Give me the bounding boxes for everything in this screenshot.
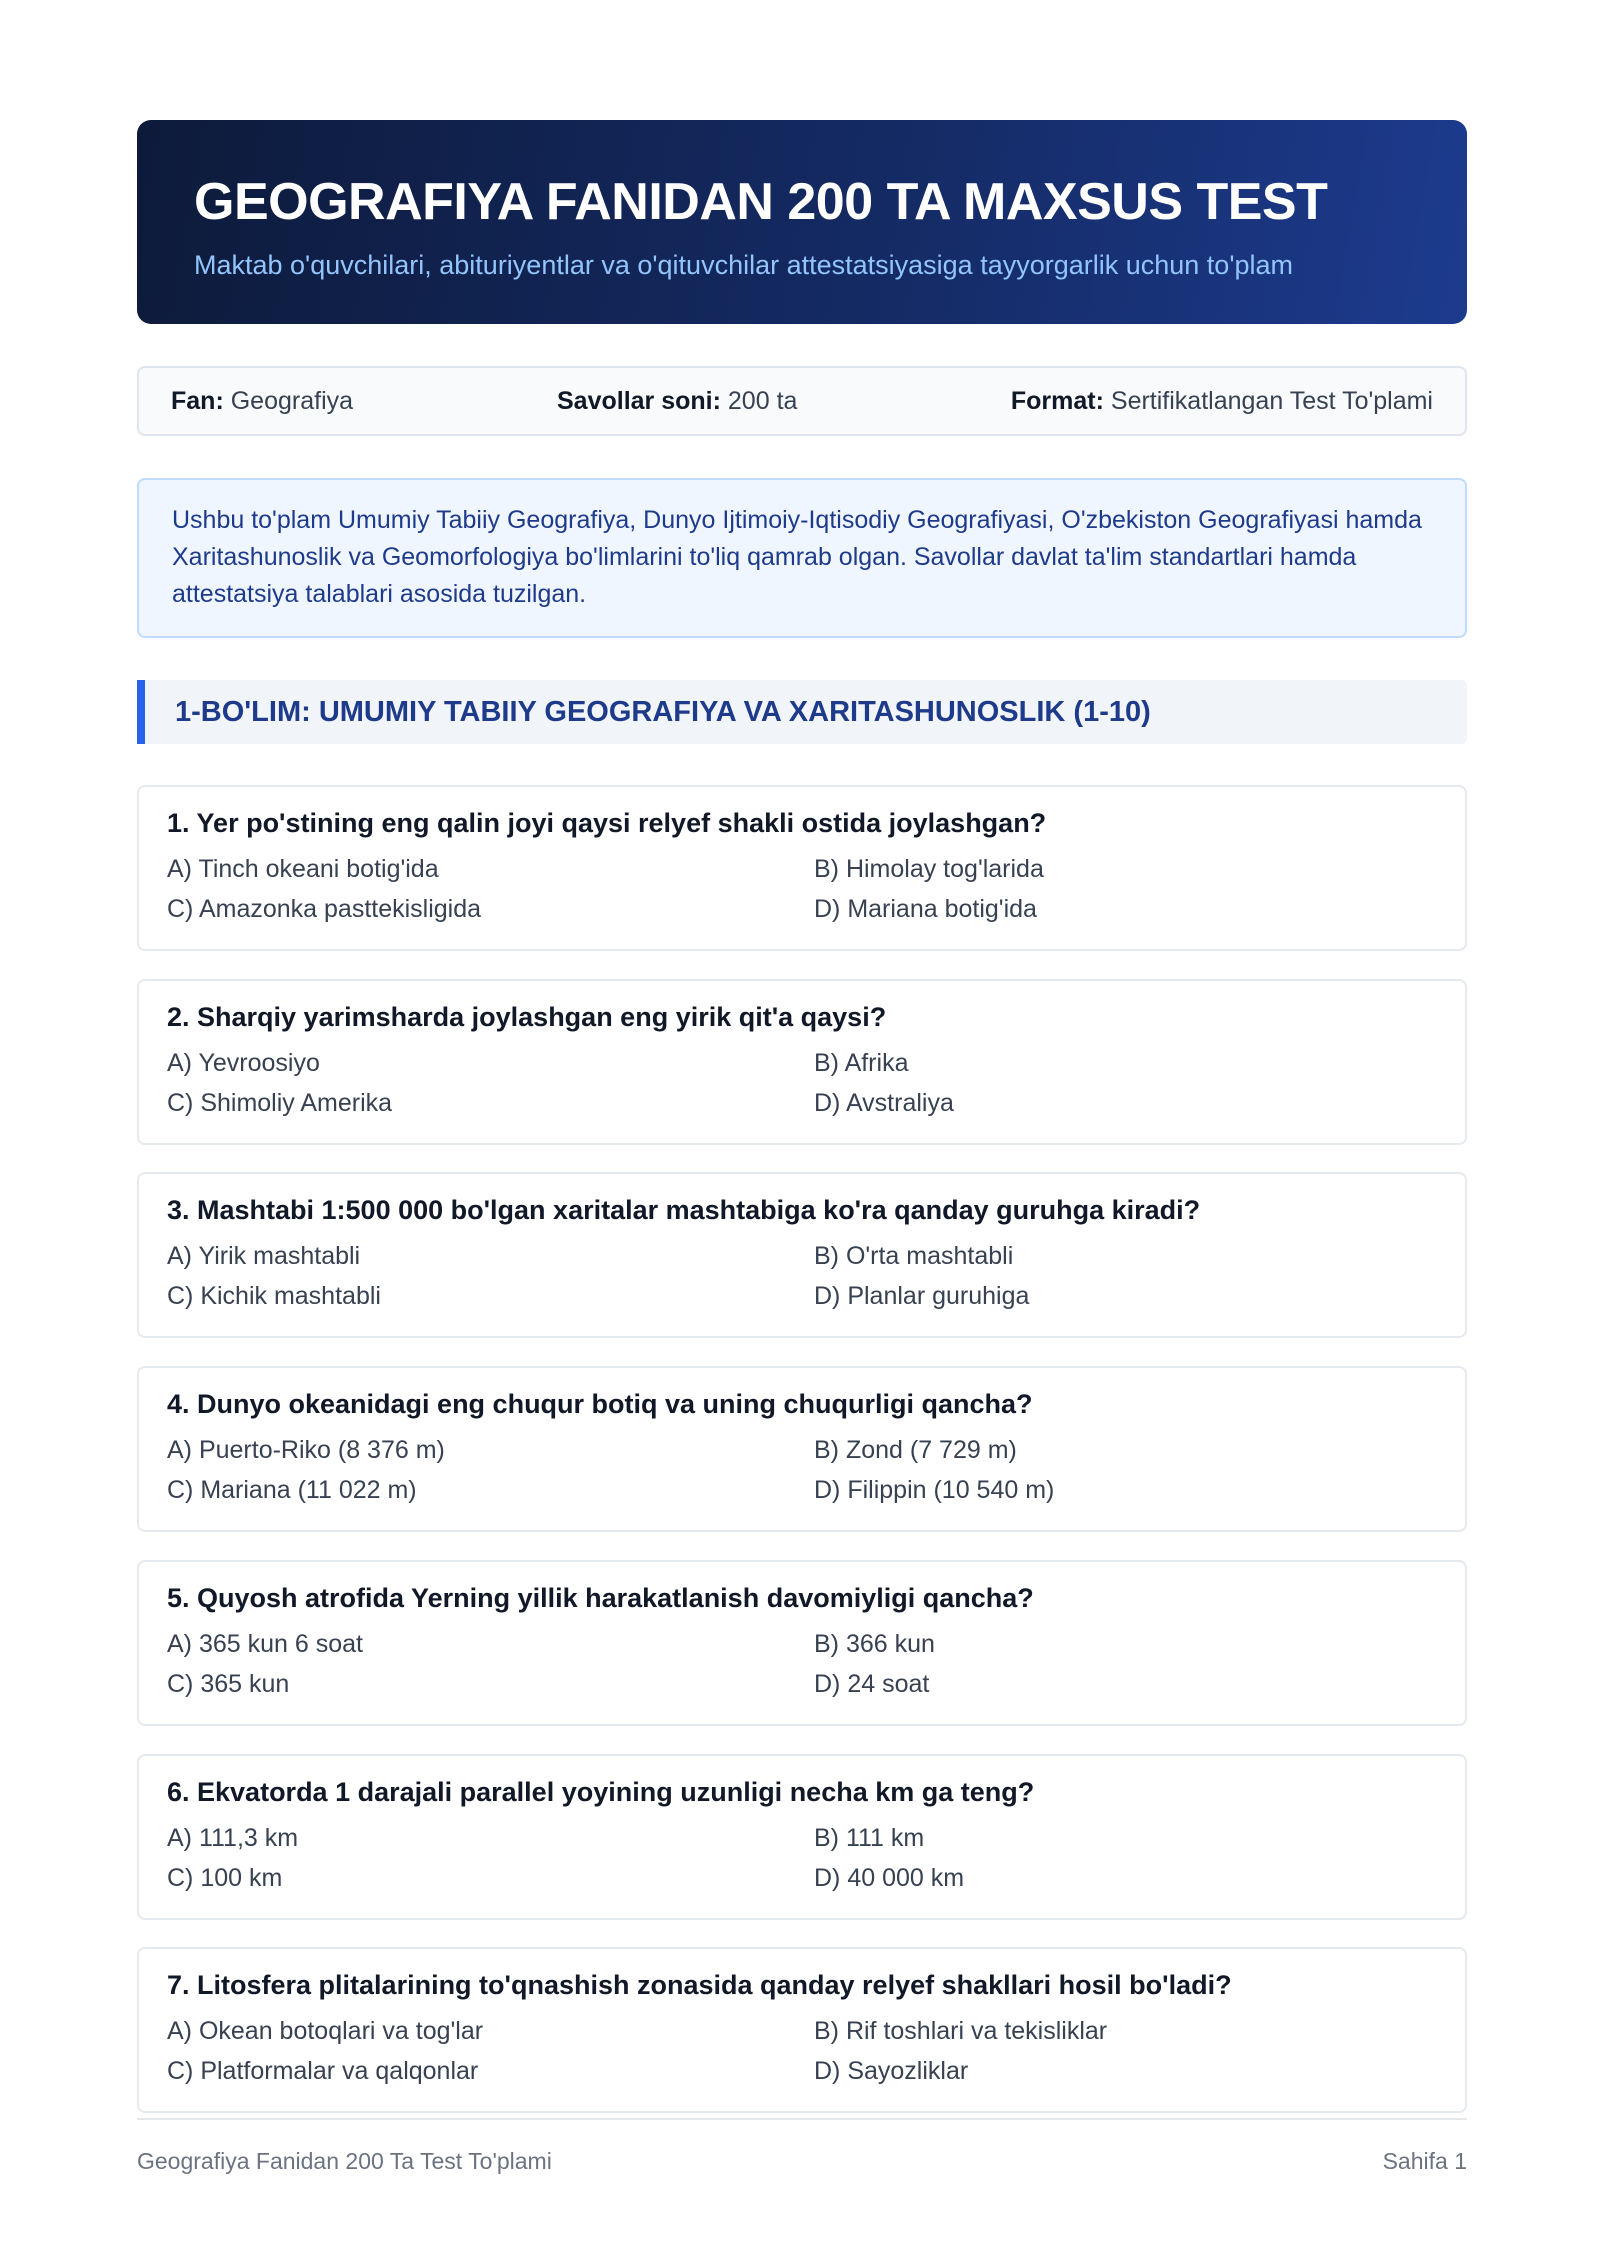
option-a: A) Tinch okeani botig'ida (167, 855, 439, 883)
footer-title: Geografiya Fanidan 200 Ta Test To'plami (137, 2148, 552, 2174)
option-c: C) Platformalar va qalqonlar (167, 2057, 479, 2085)
question-text: 3. Mashtabi 1:500 000 bo'lgan xaritalar mashtabiga ko'ra qanday guruhga kiradi? (167, 1195, 1201, 1225)
option-d: D) Filippin (10 540 m) (814, 1476, 1055, 1504)
option-a: A) Okean botoqlari va tog'lar (167, 2017, 484, 2045)
footer-divider (137, 2118, 1467, 2120)
subject-value: Geografiya (230, 387, 354, 415)
format-value: Sertifikatlangan Test To'plami (1110, 387, 1433, 415)
option-d: D) 40 000 km (814, 1864, 965, 1892)
question-card (137, 1754, 1467, 1920)
option-a: A) 111,3 km (167, 1824, 299, 1852)
subject-label: Fan: (171, 387, 224, 415)
option-c: C) Shimoliy Amerika (167, 1089, 393, 1117)
title-banner (137, 120, 1467, 324)
option-d: D) 24 soat (814, 1670, 930, 1698)
option-b: B) Himolay tog'larida (814, 855, 1044, 883)
option-b: B) 111 km (814, 1824, 925, 1852)
question-text: 5. Quyosh atrofida Yerning yillik harakatlanish davomiyligi qancha? (167, 1583, 1034, 1613)
option-b: B) 366 kun (814, 1630, 935, 1658)
question-card (137, 1366, 1467, 1532)
option-c: C) 100 km (167, 1864, 283, 1892)
question-text: 6. Ekvatorda 1 darajali parallel yoyining uzunligi necha km ga teng? (167, 1777, 1035, 1807)
option-b: B) Afrika (814, 1049, 909, 1077)
option-d: D) Sayozliklar (814, 2057, 969, 2085)
page-number: Sahifa 1 (1382, 2148, 1467, 2174)
intro-note: Ushbu to'plam Umumiy Tabiiy Geografiya, Dunyo Ijtimoiy-Iqtisodiy Geografiyasi, O'zbekiston Geografiyasi hamda Xaritashunoslik va Geomorfologiya bo'limlarini to'liq qamrab olgan. Savollar davlat ta'lim standartlari hamda attestatsiya talablari asosida tuzilgan. (137, 478, 1467, 638)
option-a: A) Yevroosiyo (167, 1049, 320, 1077)
page-title: GEOGRAFIYA FANIDAN 200 TA MAXSUS TEST (194, 173, 1328, 231)
option-c: C) Kichik mashtabli (167, 1282, 381, 1310)
question-text: 2. Sharqiy yarimsharda joylashgan eng yirik qit'a qaysi? (167, 1002, 887, 1032)
option-c: C) Amazonka pasttekisligida (167, 895, 482, 923)
option-d: D) Planlar guruhiga (814, 1282, 1030, 1310)
question-card (137, 1172, 1467, 1338)
question-card (137, 1560, 1467, 1726)
question-text: 1. Yer po'stining eng qalin joyi qaysi relyef shakli ostida joylashgan? (167, 808, 1047, 838)
option-a: A) Puerto-Riko (8 376 m) (167, 1436, 445, 1464)
count-value: 200 ta (727, 387, 798, 415)
count-info (557, 387, 797, 416)
option-a: A) Yirik mashtabli (167, 1242, 361, 1270)
question-card (137, 1947, 1467, 2113)
section-heading: 1-BO'LIM: UMUMIY TABIIY GEOGRAFIYA VA XARITASHUNOSLIK (1-10) (137, 680, 1467, 744)
option-d: D) Mariana botig'ida (814, 895, 1037, 923)
option-b: B) O'rta mashtabli (814, 1242, 1014, 1270)
format-info (1011, 387, 1433, 416)
page-subtitle: Maktab o'quvchilari, abituriyentlar va o'qituvchilar attestatsiyasiga tayyorgarlik uchun to'plam (194, 250, 1293, 280)
info-bar (137, 366, 1467, 436)
option-c: C) Mariana (11 022 m) (167, 1476, 417, 1504)
format-label: Format: (1010, 387, 1104, 415)
option-c: C) 365 kun (167, 1670, 290, 1698)
question-card (137, 979, 1467, 1145)
count-label: Savollar soni: (557, 387, 721, 415)
option-b: B) Zond (7 729 m) (814, 1436, 1017, 1464)
option-b: B) Rif toshlari va tekisliklar (814, 2017, 1108, 2045)
option-d: D) Avstraliya (814, 1089, 954, 1117)
option-a: A) 365 kun 6 soat (167, 1630, 363, 1658)
subject-info (171, 387, 353, 416)
question-card (137, 785, 1467, 951)
question-text: 4. Dunyo okeanidagi eng chuqur botiq va uning chuqurligi qancha? (167, 1389, 1033, 1419)
question-text: 7. Litosfera plitalarining to'qnashish zonasida qanday relyef shakllari hosil bo'ladi? (167, 1970, 1232, 2000)
